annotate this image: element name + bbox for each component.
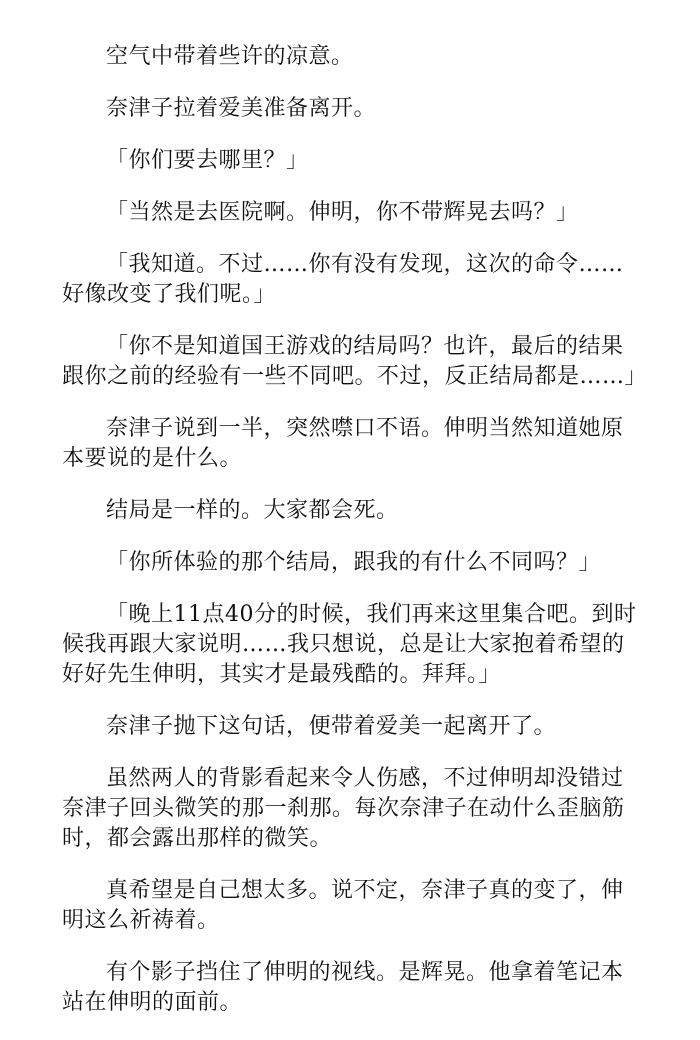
paragraph-7: 奈津子说到一半，突然噤口不语。伸明当然知道她原本要说的是什么。 [62, 416, 624, 471]
paragraph-5: 「我知道。不过……你有没有发现，这次的命令……好像改变了我们呢。」 [62, 252, 624, 307]
paragraph-4: 「当然是去医院啊。伸明，你不带辉晃去吗？」 [106, 200, 579, 225]
document-page [62, 42, 648, 1040]
paragraph-10: 「晚上11点40分的时候，我们再来这里集合吧。到时候我再跟大家说明……我只想说，总是让大家抱着希望的好好先生伸明，其实才是最残酷的。拜拜。」 [62, 602, 637, 687]
paragraph-3: 「你们要去哪里？」 [106, 148, 309, 173]
paragraph-13: 真希望是自己想太多。说不定，奈津子真的变了，伸明这么祈祷着。 [62, 878, 624, 933]
paragraph-2: 奈津子拉着爱美准备离开。 [106, 96, 377, 121]
paragraph-8: 结局是一样的。大家都会死。 [106, 498, 399, 523]
paragraph-1: 空气中带着些许的凉意。 [106, 44, 354, 69]
paragraph-11: 奈津子抛下这句话，便带着爱美一起离开了。 [106, 714, 557, 739]
paragraph-9: 「你所体验的那个结局，跟我的有什么不同吗？」 [106, 550, 602, 575]
paragraph-14: 有个影子挡住了伸明的视线。是辉晃。他拿着笔记本站在伸明的面前。 [62, 960, 624, 1015]
paragraph-6: 「你不是知道国王游戏的结局吗？也许，最后的结果跟你之前的经验有一些不同吧。不过，反正结局都是……」 [62, 334, 648, 389]
paragraph-12: 虽然两人的背影看起来令人伤感，不过伸明却没错过奈津子回头微笑的那一刹那。每次奈津子在动什么歪脑筋时，都会露出那样的微笑。 [62, 766, 625, 851]
